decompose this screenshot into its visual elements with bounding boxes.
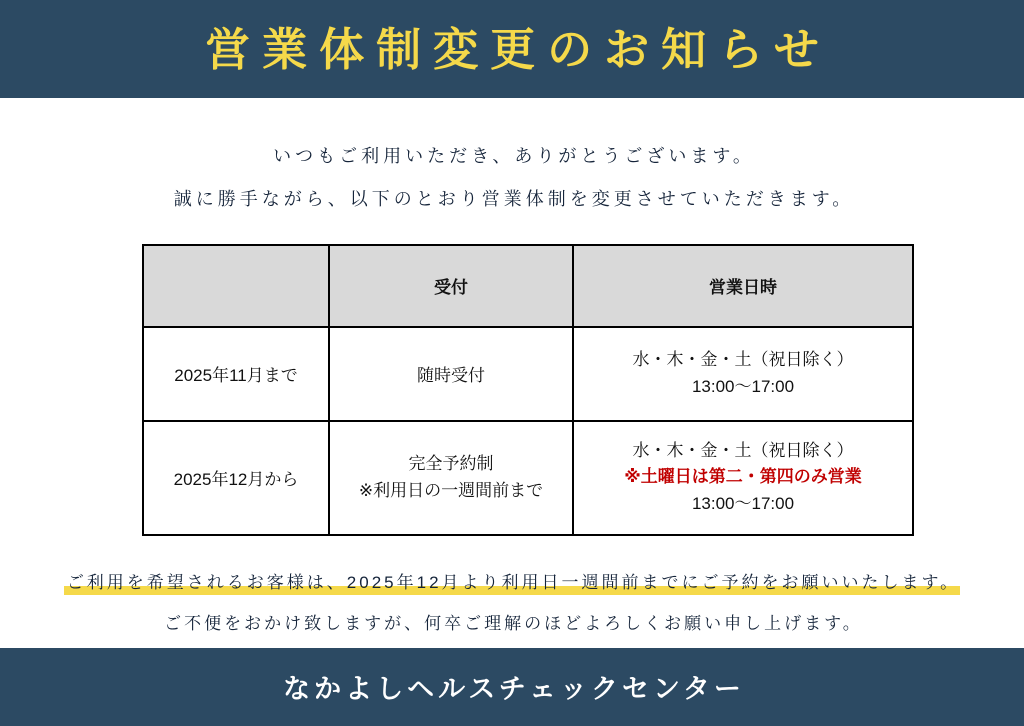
column-header-period [143, 245, 329, 327]
table-header-row [143, 245, 913, 327]
cell-hours-current [573, 327, 913, 421]
cell-reception-future [329, 421, 573, 535]
hours-line-emphasis: ※土曜日は第二・第四のみ営業 [624, 467, 862, 487]
cell-hours-future [573, 421, 913, 535]
page-title: 営業体制変更のお知らせ [205, 23, 831, 75]
note-highlighted: ご利用を希望されるお客様は、2025年12月より利用日一週間前までにご予約をお願いいたします。 [64, 568, 960, 595]
hours-line: 13:00〜17:00 [691, 376, 795, 396]
reception-line: 完全予約制 [408, 454, 494, 474]
notes-block [0, 568, 1024, 648]
schedule-table-wrapper [142, 244, 882, 536]
table-row [143, 421, 913, 535]
hours-line: 水・木・金・土（祝日除く） [632, 350, 854, 370]
table-body [143, 327, 913, 535]
organization-name: なかよしヘルスチェックセンター [283, 674, 745, 705]
column-header-reception: 受付 [329, 245, 573, 327]
intro-line-2: 誠に勝手ながら、以下のとおり営業体制を変更させていただきます。 [173, 188, 855, 209]
header-band [0, 0, 1024, 98]
intro-line-1: いつもご利用いただき、ありがとうございます。 [273, 146, 755, 166]
schedule-table [142, 244, 914, 536]
hours-line: 13:00〜17:00 [691, 493, 795, 513]
table-header [143, 245, 913, 327]
reception-line: ※利用日の一週間前まで [358, 480, 544, 500]
main-content [0, 98, 1024, 648]
note-closing: ご不便をおかけ致しますが、何卒ご理解のほどよろしくお願い申し上げます。 [164, 613, 863, 633]
column-header-hours: 営業日時 [573, 245, 913, 327]
footer-band [0, 648, 1024, 726]
table-row [143, 327, 913, 421]
cell-reception-current: 随時受付 [329, 327, 573, 421]
cell-period-future: 2025年12月から [143, 421, 329, 535]
cell-period-current: 2025年11月まで [143, 327, 329, 421]
intro-block [0, 142, 1024, 214]
hours-line: 水・木・金・土（祝日除く） [632, 441, 854, 461]
